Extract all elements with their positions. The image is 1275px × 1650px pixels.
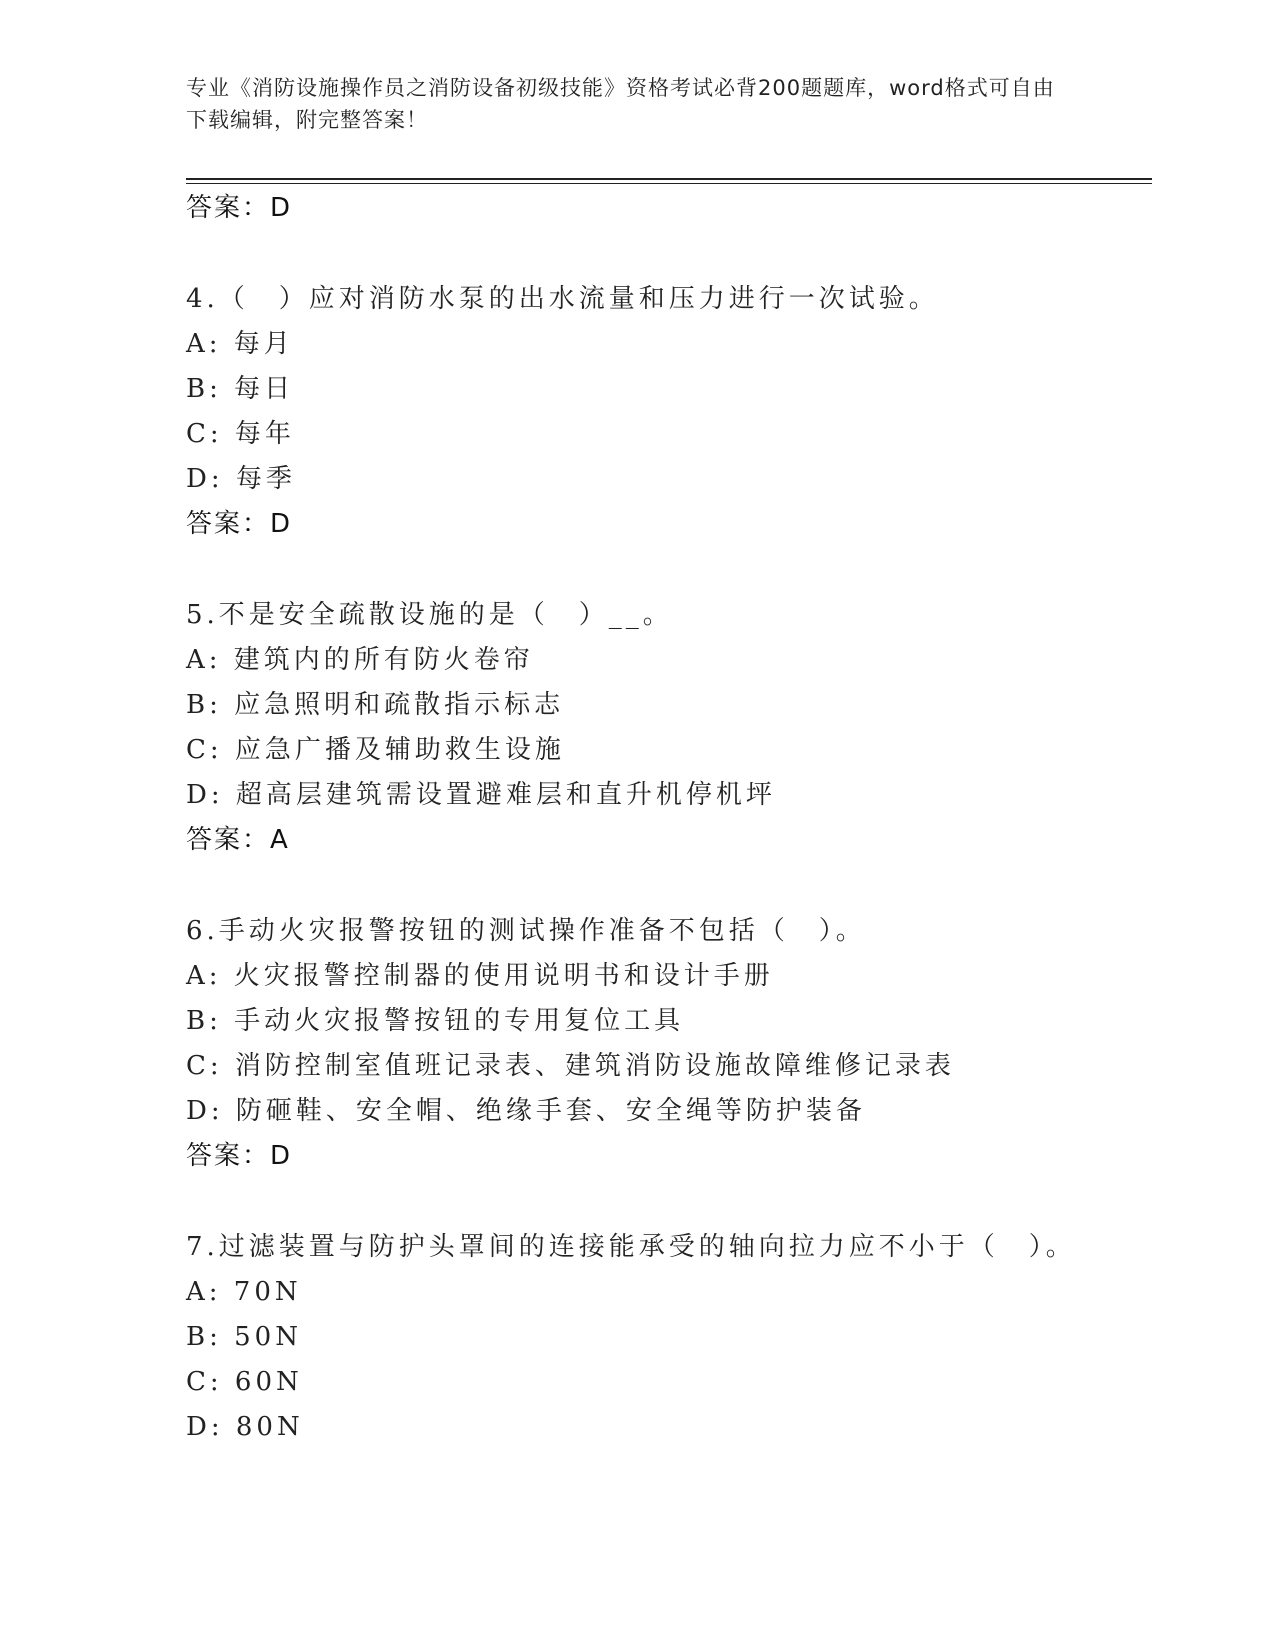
answer-line: 答案：A — [186, 825, 290, 855]
question-stem: 5.不是安全疏散设施的是（ ）__。 — [186, 600, 673, 630]
question-stem: 7.过滤装置与防护头罩间的连接能承受的轴向拉力应不小于（ ）。 — [186, 1232, 1076, 1262]
option-d: D: 超高层建筑需设置避难层和直升机停机坪 — [186, 780, 776, 810]
answer-line: 答案：D — [186, 509, 293, 539]
document-header: 专业《消防设施操作员之消防设备初级技能》资格考试必背200题题库，word格式可自由下载编辑，附完整答案！ — [186, 76, 1055, 132]
option-b: B: 50N — [186, 1322, 302, 1352]
question-stem: 4.（ ）应对消防水泵的出水流量和压力进行一次试验。 — [186, 284, 939, 314]
answer-line: 答案：D — [186, 193, 293, 223]
option-c: C: 消防控制室值班记录表、建筑消防设施故障维修记录表 — [186, 1051, 955, 1081]
option-d: D: 防砸鞋、安全帽、绝缘手套、安全绳等防护装备 — [186, 1096, 866, 1126]
answer-line: 答案：D — [186, 1141, 293, 1171]
question-stem: 6.手动火灾报警按钮的测试操作准备不包括（ ）。 — [186, 916, 866, 946]
option-c: C: 每年 — [186, 419, 295, 449]
header-divider-thin — [186, 183, 1152, 184]
option-d: D: 每季 — [186, 464, 296, 494]
option-a: A: 建筑内的所有防火卷帘 — [186, 645, 534, 675]
option-b: B: 应急照明和疏散指示标志 — [186, 690, 565, 720]
option-a: A: 70N — [186, 1277, 302, 1307]
option-a: A: 火灾报警控制器的使用说明书和设计手册 — [186, 961, 774, 991]
option-c: C: 60N — [186, 1367, 303, 1397]
option-b: B: 每日 — [186, 374, 295, 404]
option-a: A: 每月 — [186, 329, 294, 359]
option-c: C: 应急广播及辅助救生设施 — [186, 735, 565, 765]
option-b: B: 手动火灾报警按钮的专用复位工具 — [186, 1006, 685, 1036]
option-d: D: 80N — [186, 1412, 304, 1442]
header-divider-thick — [186, 178, 1152, 180]
